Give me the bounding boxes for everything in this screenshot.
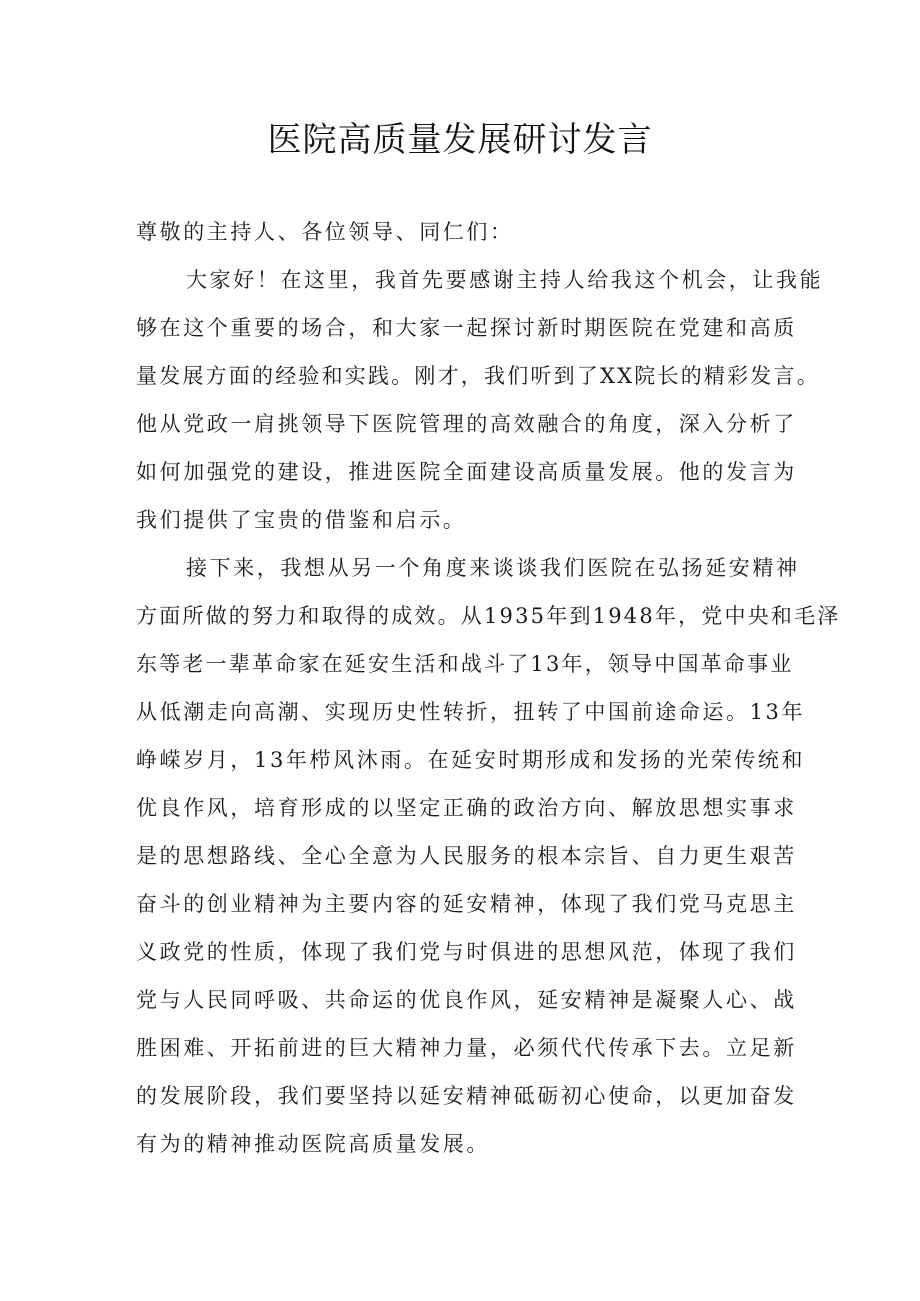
paragraph-2-line-5: 峥嵘岁月，13年栉风沐雨。在延安时期形成和发扬的光荣传统和 xyxy=(136,748,806,772)
paragraph-2-line-11: 胜困难、开拓前进的巨大精神力量，必须代代传承下去。立足新 xyxy=(136,1036,797,1060)
paragraph-2-line-7: 是的思想路线、全心全意为人民服务的根本宗旨、自力更生艰苦 xyxy=(136,844,797,868)
salutation: 尊敬的主持人、各位领导、同仁们： xyxy=(136,220,514,244)
paragraph-1-line-1: 大家好！在这里，我首先要感谢主持人给我这个机会，让我能 xyxy=(186,268,824,292)
paragraph-1-line-6: 我们提供了宝贵的借鉴和启示。 xyxy=(136,508,467,532)
paragraph-2-line-9: 义政党的性质，体现了我们党与时俱进的思想风范，体现了我们 xyxy=(136,940,797,964)
paragraph-1-line-5: 如何加强党的建设，推进医院全面建设高质量发展。他的发言为 xyxy=(136,460,797,484)
paragraph-2-line-13: 有为的精神推动医院高质量发展。 xyxy=(136,1132,490,1156)
paragraph-2-line-8: 奋斗的创业精神为主要内容的延安精神，体现了我们党马克思主 xyxy=(136,892,797,916)
paragraph-1-line-4: 他从党政一肩挑领导下医院管理的高效融合的角度，深入分析了 xyxy=(136,412,797,436)
paragraph-2-line-10: 党与人民同呼吸、共命运的优良作风，延安精神是凝聚人心、战 xyxy=(136,988,797,1012)
paragraph-1-line-2: 够在这个重要的场合，和大家一起探讨新时期医院在党建和高质 xyxy=(136,316,797,340)
paragraph-2-line-6: 优良作风，培育形成的以坚定正确的政治方向、解放思想实事求 xyxy=(136,796,797,820)
paragraph-2-line-4: 从低潮走向高潮、实现历史性转折，扭转了中国前途命运。13年 xyxy=(136,700,806,724)
paragraph-2-line-3: 东等老一辈革命家在延安生活和战斗了13年，领导中国革命事业 xyxy=(136,652,794,676)
document-title: 医院高质量发展研讨发言 xyxy=(267,120,653,160)
paragraph-1-line-3: 量发展方面的经验和实践。刚才，我们听到了XX院长的精彩发言。 xyxy=(136,364,820,388)
paragraph-2-line-12: 的发展阶段，我们要坚持以延安精神砥砺初心使命，以更加奋发 xyxy=(136,1084,797,1108)
paragraph-2-line-2: 方面所做的努力和取得的成效。从1935年到1948年，党中央和毛泽 xyxy=(136,604,841,628)
paragraph-2-line-1: 接下来，我想从另一个角度来谈谈我们医院在弘扬延安精神 xyxy=(186,556,800,580)
